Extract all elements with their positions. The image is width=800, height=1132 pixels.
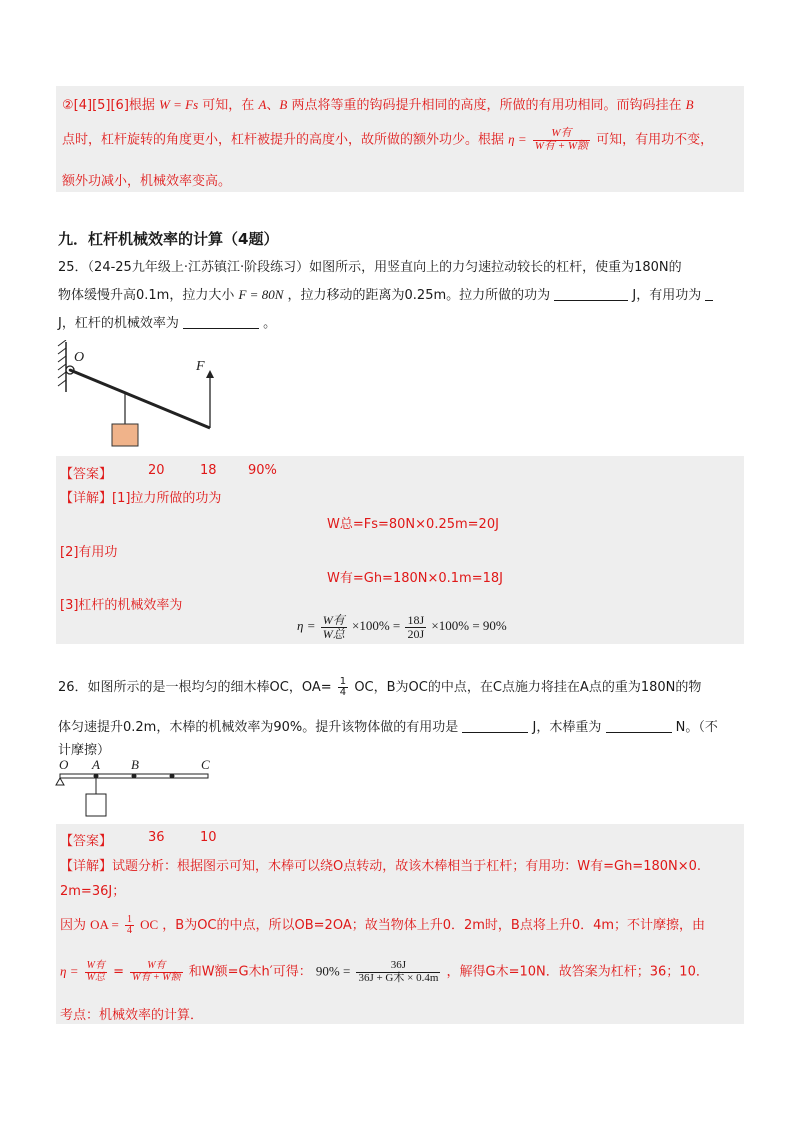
q25-answer-2: 18 — [200, 463, 217, 478]
q25-formula-2: W有=Gh=180N×0.1m=18J — [327, 571, 503, 586]
q25-detail-line-1: 【详解】[1]拉力所做的功为 — [60, 491, 222, 506]
q26-blank-1[interactable] — [462, 732, 528, 733]
point-mid — [170, 774, 175, 779]
q26-detail-line-3: 因为 OA = $\frac{1}{4}$ OC ，B为OC的中点，所以OB=2OA；故当物体上升0．2m时，B点将上升0．4m；不计摩擦，由 — [60, 913, 706, 936]
q26-detail-line-4: η = $\frac{\text{W有}}{\text{W总}}$ = $\frac{\text{W有}}{\text{W有 + W额}}$ 和W额=G木h′可得： 90% = $\frac{36J}{\text{36J + G木 × 0.4m}}$ ，解得G木=10N．故答案为杠杆；36；10． — [60, 959, 709, 984]
q26-detail-line-1: 【详解】试题分析：根据图示可知，木棒可以绕O点转动，故该木棒相当于杠杆；有用功：W有=Gh=180N×0. — [60, 859, 702, 874]
point-a — [94, 774, 99, 779]
q25-blank-2[interactable] — [705, 300, 713, 301]
weight-block — [112, 424, 138, 446]
label-f: F — [196, 359, 205, 374]
q25-line-1: 25．（24-25九年级上·江苏镇江·阶段练习）如图所示，用竖直向上的力匀速拉动较长的杠杆，使重为180N的 — [58, 260, 682, 275]
q25-answer-1: 20 — [148, 463, 165, 478]
q25-formula-3: η = $\frac{\text{W有}}{\text{W总}}$ ×100% = $\frac{18J}{20J}$ ×100% = 90% — [297, 613, 507, 641]
q26-line-2: 体匀速提升0.2m，木棒的机械效率为90%。提升该物体做的有用功是 J，木棒重为 N。（不 — [58, 720, 718, 735]
label-o: O — [74, 350, 85, 365]
q26-answer-2: 10 — [200, 830, 217, 845]
q25-formula-1: W总=Fs=80N×0.25m=20J — [327, 517, 499, 532]
efficiency-fraction: $\frac{\text{W有}}{\text{W有 + W额}}$ — [534, 127, 589, 152]
label-o: O — [59, 757, 69, 772]
q26-line-3: 计摩擦） — [58, 743, 111, 758]
prev-line-3: 额外功减小，机械效率变高。 — [62, 174, 232, 189]
q25-answer-3: 90% — [248, 463, 277, 478]
prev-line-2: 点时，杠杆旋转的角度更小，杠杆被提升的高度小，故所做的额外功少。根据 η = $\frac{\text{W有}}{\text{W有 + W额}}$ 可知，有用功不变， — [62, 127, 714, 152]
wall-hatching — [58, 340, 66, 392]
label-c: C — [201, 757, 210, 772]
lever-bar — [70, 370, 210, 428]
hanging-weight — [86, 794, 106, 816]
point-b — [132, 774, 137, 779]
q26-answer-1: 36 — [148, 830, 165, 845]
q26-line-1: 26．如图所示的是一根均匀的细木棒OC，OA= $\frac{1}{4}$ OC，B为OC的中点，在C点施力将挂在A点的重为180N的物 — [58, 675, 702, 698]
section-heading: 九．杠杆机械效率的计算（4题） — [58, 230, 279, 248]
q26-detail-line-2: 2m=36J； — [60, 884, 126, 899]
label-b: B — [131, 757, 139, 772]
q26-answer-line: 【答案】 36 10 — [60, 830, 217, 849]
q25-detail-line-2: [2]有用功 — [60, 545, 118, 560]
q25-line-3: J，杠杆的机械效率为 。 — [58, 316, 277, 331]
q26-rod-figure — [54, 756, 224, 822]
q26-blank-2[interactable] — [606, 732, 672, 733]
q26-detail-line-5: 考点：机械效率的计算． — [60, 1008, 204, 1023]
q25-answer-line: 【答案】 20 18 90% — [60, 463, 277, 482]
q25-lever-figure — [56, 340, 226, 450]
q25-blank-3[interactable] — [183, 328, 259, 329]
q25-detail-line-3: [3]杠杆的机械效率为 — [60, 598, 183, 613]
prev-line-1: ②[4][5][6]根据 W = Fs 可知，在 A、B 两点将等重的钩码提升相同的高度，所做的有用功相同。而钩码挂在 B — [62, 97, 694, 113]
q25-blank-1[interactable] — [554, 300, 628, 301]
pivot-triangle — [56, 778, 64, 785]
label-a: A — [92, 757, 100, 772]
q25-line-2: 物体缓慢升高0.1m，拉力大小 F = 80N ，拉力移动的距离为0.25m。拉力所做的功为 J，有用功为 — [58, 284, 713, 303]
